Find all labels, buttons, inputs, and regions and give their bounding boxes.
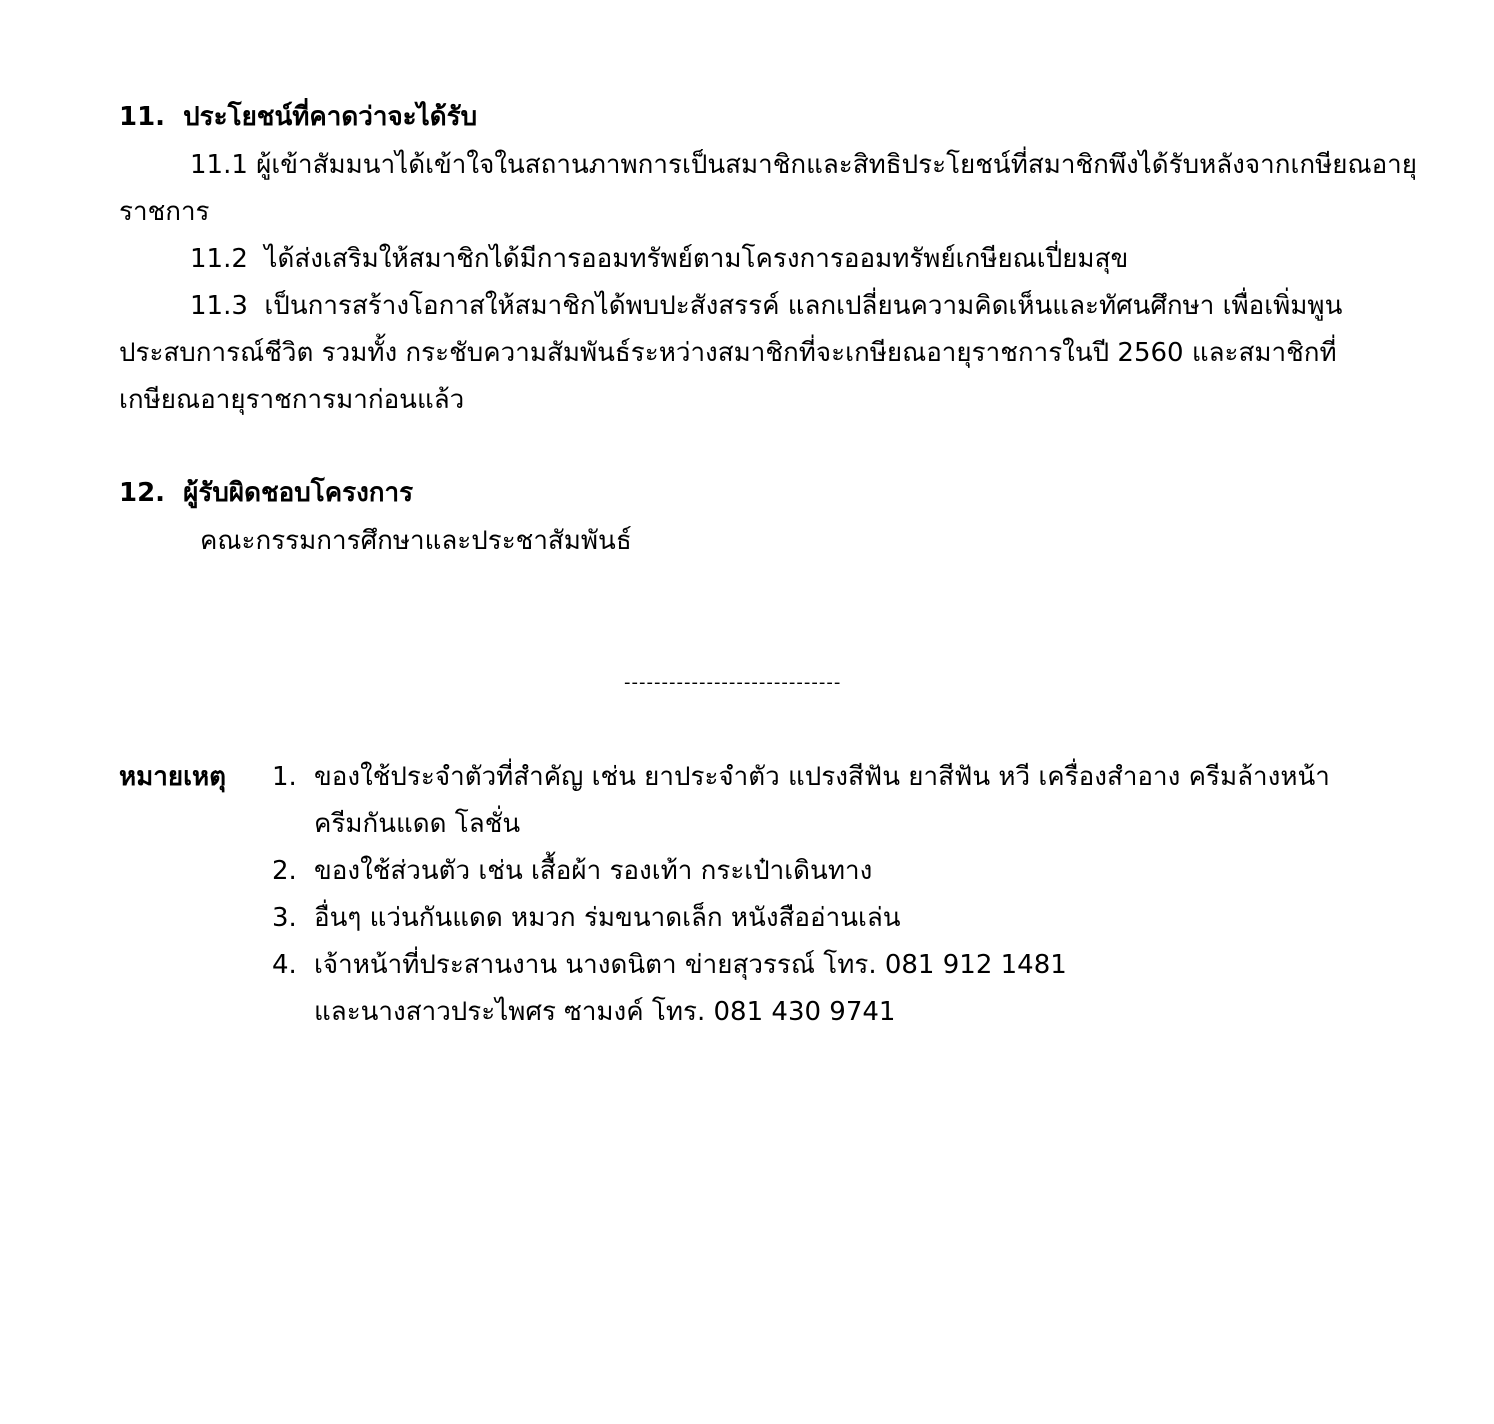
item-11-3-line-2: ประสบการณ์ชีวิต รวมทั้ง กระชับความสัมพันธ์ระหว่างสมาชิกที่จะเกษียณอายุราชการในปี 2560 และสมาชิกที่ [119,338,1337,368]
note-3-number: 3. [272,903,297,933]
item-11-3-text: เป็นการสร้างโอกาสให้สมาชิกได้พบปะสังสรรค์ แลกเปลี่ยนความคิดเห็นและทัศนศึกษา เพื่อเพิ่มพูน [264,291,1343,321]
section-12-number: 12. [119,478,166,508]
note-3-line-1: อื่นๆ แว่นกันแดด หมวก ร่มขนาดเล็ก หนังสืออ่านเล่น [314,903,901,933]
item-11-2-text: ได้ส่งเสริมให้สมาชิกได้มีการออมทรัพย์ตามโครงการออมทรัพย์เกษียณเปี่ยมสุข [264,244,1129,274]
section-11-heading [119,102,477,133]
note-1-number: 1. [272,762,297,792]
item-11-1-line-2: ราชการ [119,197,210,227]
item-11-1-number: 11.1 [190,150,248,180]
dashed-divider: ----------------------------- [624,672,842,692]
section-12-body: คณะกรรมการศึกษาและประชาสัมพันธ์ [200,526,632,556]
section-11-number: 11. [119,102,166,132]
item-11-3-line-3: เกษียณอายุราชการมาก่อนแล้ว [119,385,465,415]
note-2-number: 2. [272,856,297,886]
section-11-title: ประโยชน์ที่คาดว่าจะได้รับ [183,102,478,132]
note-1-line-1: ของใช้ประจำตัวที่สำคัญ เช่น ยาประจำตัว แปรงสีฟัน ยาสีฟัน หวี เครื่องสำอาง ครีมล้างหน้า [314,762,1330,792]
notes-label: หมายเหตุ [119,762,227,792]
note-1-line-2: ครีมกันแดด โลชั่น [314,809,521,839]
item-11-3-line-1 [190,291,1342,322]
item-11-1-text: ผู้เข้าสัมมนาได้เข้าใจในสถานภาพการเป็นสมาชิกและสิทธิประโยชน์ที่สมาชิกพึงได้รับหลังจากเกษียณอายุ [256,150,1418,180]
note-2-line-1: ของใช้ส่วนตัว เช่น เสื้อผ้า รองเท้า กระเป๋าเดินทาง [314,856,873,886]
note-4-line-2: และนางสาวประไพศร ซามงค์ โทร. 081 430 9741 [314,997,896,1027]
item-11-1-line-1 [190,150,1417,181]
item-11-2-line-1 [190,244,1128,275]
section-12-title: ผู้รับผิดชอบโครงการ [183,478,414,508]
item-11-3-number: 11.3 [190,291,248,321]
item-11-2-number: 11.2 [190,244,248,274]
note-4-number: 4. [272,950,297,980]
section-12-heading [119,478,413,509]
note-4-line-1: เจ้าหน้าที่ประสานงาน นางดนิตา ข่ายสุวรรณ์ โทร. 081 912 1481 [314,950,1067,980]
